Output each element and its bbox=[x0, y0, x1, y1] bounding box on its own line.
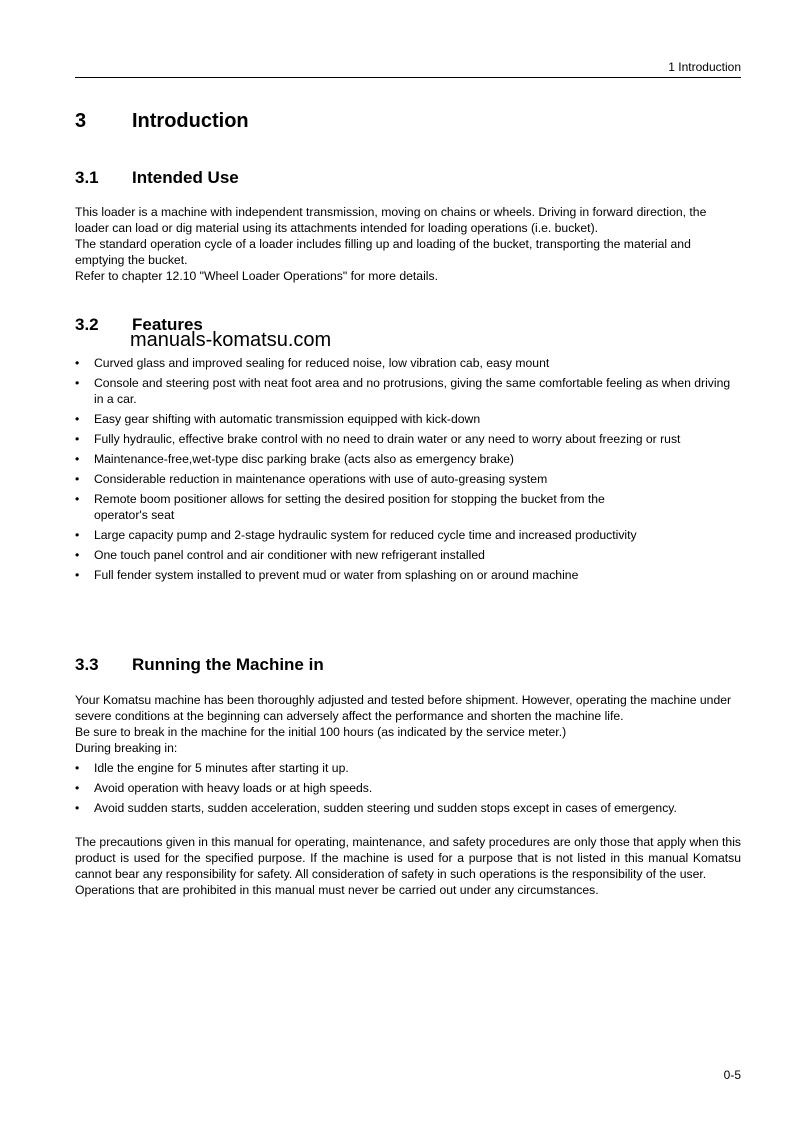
paragraph: Operations that are prohibited in this manual must never be carried out under any circumstances. bbox=[75, 883, 599, 897]
list-item: • One touch panel control and air conditioner with new refrigerant installed bbox=[75, 547, 741, 563]
section-number: 3.2 bbox=[75, 315, 99, 334]
paragraph: During breaking in: bbox=[75, 741, 178, 755]
section-title: Intended Use bbox=[132, 168, 239, 187]
section-heading-running-in bbox=[75, 655, 324, 675]
list-item: • Idle the engine for 5 minutes after starting it up. bbox=[75, 760, 741, 776]
chapter-heading bbox=[75, 110, 249, 133]
paragraph: The precautions given in this manual for operating, maintenance, and safety procedures are only those that apply when this product is used for the specified purpose. If the machine is used for a purpose that is not listed in this manual Komatsu cannot bear any responsibility for safety. All consideration of safety in such operations is the responsibility of the user. bbox=[75, 835, 741, 881]
paragraph: Be sure to break in the machine for the initial 100 hours (as indicated by the service meter.) bbox=[75, 725, 567, 739]
page-number: 0-5 bbox=[723, 1068, 741, 1082]
watermark-text: manuals-komatsu.com bbox=[130, 329, 332, 351]
list-item: • Console and steering post with neat foot area and no protrusions, giving the same comfortable feeling as when driving in a car. bbox=[75, 375, 741, 407]
list-item: • Easy gear shifting with automatic transmission equipped with kick-down bbox=[75, 411, 741, 427]
list-item: • Curved glass and improved sealing for reduced noise, low vibration cab, easy mount bbox=[75, 355, 741, 371]
chapter-title: Introduction bbox=[132, 110, 249, 132]
features-list bbox=[75, 355, 741, 587]
list-item: • Maintenance-free,wet-type disc parking brake (acts also as emergency brake) bbox=[75, 451, 741, 467]
list-item: • Remote boom positioner allows for setting the desired position for stopping the bucket from the operator's seat bbox=[75, 491, 654, 523]
list-item: • Large capacity pump and 2-stage hydraulic system for reduced cycle time and increased productivity bbox=[75, 527, 654, 543]
section-title: Features bbox=[132, 315, 203, 334]
paragraph: The standard operation cycle of a loader includes filling up and loading of the bucket, transporting the material and emptying the bucket. bbox=[75, 237, 691, 267]
paragraph: This loader is a machine with independent transmission, moving on chains or wheels. Driving in forward direction, the loader can load or dig material using its attachments intended for loading operations (i.e. bucket). bbox=[75, 205, 707, 235]
paragraph: Your Komatsu machine has been thoroughly adjusted and tested before shipment. However, operating the machine under severe conditions at the beginning can adversely affect the performance and shorten the machine life. bbox=[75, 693, 732, 723]
chapter-number: 3 bbox=[75, 110, 87, 132]
section-heading-intended-use bbox=[75, 168, 239, 188]
section-number: 3.3 bbox=[75, 655, 99, 674]
list-item: • Avoid operation with heavy loads or at high speeds. bbox=[75, 780, 741, 796]
list-item: • Fully hydraulic, effective brake control with no need to drain water or any need to worry about freezing or rust bbox=[75, 431, 741, 447]
section-title: Running the Machine in bbox=[132, 655, 324, 674]
section-number: 3.1 bbox=[75, 168, 99, 187]
running-in-intro bbox=[75, 692, 741, 756]
list-item: • Full fender system installed to prevent mud or water from splashing on or around machine bbox=[75, 567, 741, 583]
break-in-list bbox=[75, 760, 741, 820]
paragraph: Refer to chapter 12.10 "Wheel Loader Operations" for more details. bbox=[75, 269, 438, 283]
list-item: • Considerable reduction in maintenance operations with use of auto-greasing system bbox=[75, 471, 741, 487]
list-item: • Avoid sudden starts, sudden acceleration, sudden steering und sudden stops except in cases of emergency. bbox=[75, 800, 741, 816]
intended-use-text bbox=[75, 204, 741, 284]
safety-notice bbox=[75, 834, 741, 898]
running-header: 1 Introduction bbox=[75, 60, 741, 78]
